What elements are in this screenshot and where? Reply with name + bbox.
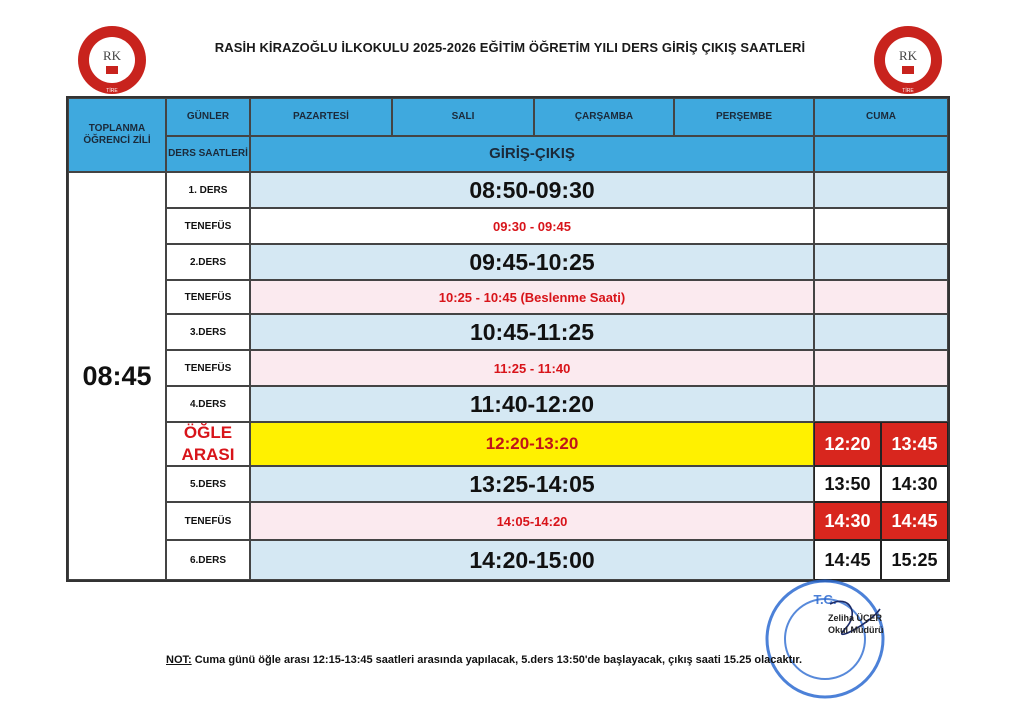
- signature-block: [828, 612, 884, 636]
- principal-name: Zeliha ÜÇER: [828, 613, 883, 623]
- friday-lesson6-start: 14:45: [814, 540, 881, 580]
- friday-cell: [814, 172, 948, 208]
- lesson-hours-header: DERS SAATLERİ: [166, 136, 250, 172]
- lunch-time: 12:20-13:20: [250, 422, 814, 466]
- friday-lunch-end: 13:45: [881, 422, 948, 466]
- lesson-time: 08:50-09:30: [250, 172, 814, 208]
- principal-role: Okul Müdürü: [828, 625, 884, 635]
- lesson-time: 14:20-15:00: [250, 540, 814, 580]
- break-time: 10:25 - 10:45 (Beslenme Saati): [250, 280, 814, 314]
- row-label: TENEFÜS: [166, 280, 250, 314]
- assembly-time: 08:45: [68, 172, 166, 580]
- official-stamp: [760, 574, 890, 704]
- footnote: [166, 654, 802, 666]
- row-label: 3.DERS: [166, 314, 250, 350]
- row-label: TENEFÜS: [166, 350, 250, 386]
- friday-lesson6-end: 15:25: [881, 540, 948, 580]
- lesson-time: 10:45-11:25: [250, 314, 814, 350]
- school-logo-left: [76, 24, 148, 96]
- in-out-header: GİRİŞ-ÇIKIŞ: [250, 136, 814, 172]
- note-prefix: NOT:: [166, 654, 192, 666]
- row-label: 5.DERS: [166, 466, 250, 502]
- row-label: 6.DERS: [166, 540, 250, 580]
- row-label: 1. DERS: [166, 172, 250, 208]
- schedule-table: [66, 96, 950, 582]
- friday-lunch-start: 12:20: [814, 422, 881, 466]
- svg-text:TİRE: TİRE: [106, 88, 118, 94]
- lesson-time: 09:45-10:25: [250, 244, 814, 280]
- friday-break-start: 14:30: [814, 502, 881, 540]
- day-wednesday: ÇARŞAMBA: [534, 98, 674, 136]
- friday-cell: [814, 386, 948, 422]
- svg-text:RK: RK: [102, 48, 122, 63]
- days-header: GÜNLER: [166, 98, 250, 136]
- friday-cell: [814, 350, 948, 386]
- day-monday: PAZARTESİ: [250, 98, 392, 136]
- friday-cell: [814, 280, 948, 314]
- note-text: Cuma günü öğle arası 12:15-13:45 saatleri arasında yapılacak, 5.ders 13:50'de başlayacak, çıkış saati 15.25 olacaktır.: [191, 654, 803, 666]
- row-label: TENEFÜS: [166, 502, 250, 540]
- friday-cell: [814, 244, 948, 280]
- day-tuesday: SALI: [392, 98, 534, 136]
- friday-cell: [814, 208, 948, 244]
- svg-text:TİRE: TİRE: [902, 88, 914, 94]
- lunch-break-label: ÖĞLE ARASI: [166, 422, 250, 466]
- lesson-time: 13:25-14:05: [250, 466, 814, 502]
- svg-text:RK: RK: [898, 48, 918, 63]
- day-thursday: PERŞEMBE: [674, 98, 814, 136]
- day-friday: CUMA: [814, 98, 948, 136]
- page-title: RASİH KİRAZOĞLU İLKOKULU 2025-2026 EĞİTİM ÖĞRETİM YILI DERS GİRİŞ ÇIKIŞ SAATLERİ: [214, 40, 806, 55]
- friday-subheader: [814, 136, 948, 172]
- row-label: 4.DERS: [166, 386, 250, 422]
- lesson-time: 11:40-12:20: [250, 386, 814, 422]
- friday-lesson5-end: 14:30: [881, 466, 948, 502]
- row-label: 2.DERS: [166, 244, 250, 280]
- svg-text:T.C.: T.C.: [813, 592, 837, 607]
- break-time: 14:05-14:20: [250, 502, 814, 540]
- school-logo-right: [872, 24, 944, 96]
- assembly-bell-header: TOPLANMA ÖĞRENCİ ZİLİ: [68, 98, 166, 172]
- friday-cell: [814, 314, 948, 350]
- friday-lesson5-start: 13:50: [814, 466, 881, 502]
- row-label: TENEFÜS: [166, 208, 250, 244]
- break-time: 11:25 - 11:40: [250, 350, 814, 386]
- friday-break-end: 14:45: [881, 502, 948, 540]
- break-time: 09:30 - 09:45: [250, 208, 814, 244]
